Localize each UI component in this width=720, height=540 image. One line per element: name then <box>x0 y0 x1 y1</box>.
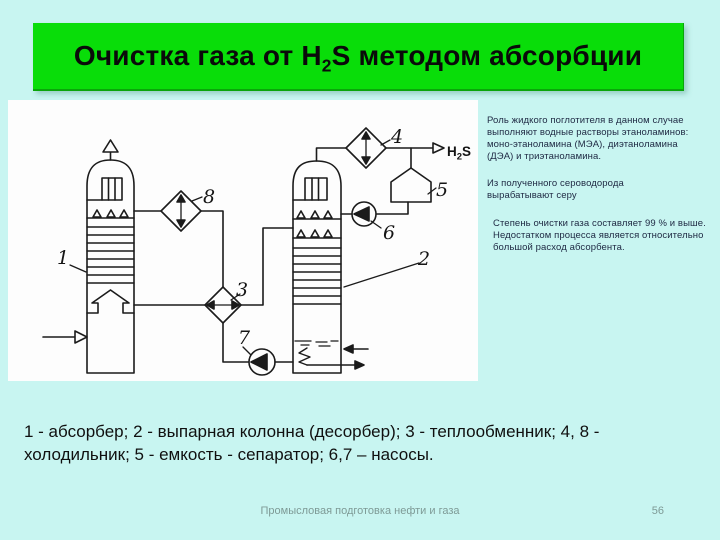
page-title: Очистка газа от $H_2S$ методом абсорбции <box>73 40 643 76</box>
page-number: 56 <box>651 505 664 517</box>
feed-arrowhead-icon <box>75 331 87 343</box>
label-bottom-pump: 7 <box>238 327 251 349</box>
separator-vessel-5 <box>391 168 431 202</box>
label-absorber: 1 <box>57 247 70 269</box>
bottom-pump-7 <box>249 349 275 375</box>
vent-arrow-icon <box>103 140 118 152</box>
note-sulfur-production: Из полученного сероводорода вырабатывают серу <box>487 178 624 201</box>
gas-distributor-arrow-icon <box>87 290 134 313</box>
label-separator: 5 <box>436 179 449 201</box>
h2s-stream-label: $H_2S$ <box>447 144 472 163</box>
desorber-column <box>293 148 368 373</box>
amine-absorption-schematic <box>8 100 478 381</box>
label-overhead-cooler: 4 <box>391 126 404 148</box>
title-subscript: 2 <box>321 55 332 76</box>
reboiler-coil-icon <box>299 348 310 365</box>
label-lean-cooler: 8 <box>203 186 216 208</box>
label-pointers <box>70 140 436 355</box>
h2s-outlet-arrowhead-icon <box>433 143 444 153</box>
diagram-legend-caption: 1 - абсорбер; 2 - выпарная колонна (десорбер); 3 - теплообменник; 4, 8 - холодильник; 5 - емкость - сепаратор; 6,7 – насосы. <box>24 422 600 464</box>
note-absorbent-role: Роль жидкого поглотителя в данном случае выполняют водные растворы этаноламинов: моно-этаноламина (МЭА), диэтаноламина (ДЭА) и триэтаноламина. <box>487 115 689 162</box>
footer-course-title: Промысловая подготовка нефти и газа <box>260 505 460 517</box>
overhead-cooler-4 <box>346 128 386 168</box>
slide-footer <box>0 505 720 525</box>
process-flow-diagram <box>8 100 478 381</box>
liquid-level-dashes <box>295 341 338 346</box>
lean-cooler-8 <box>161 191 201 231</box>
note-purification-degree: Степень очистки газа составляет 99 % и выше. Недостатком процесса является относительно большой расход абсорбента. <box>493 218 706 253</box>
label-desorber: 2 <box>418 248 431 270</box>
slide-title-bar <box>33 23 684 91</box>
label-reflux-pump: 6 <box>383 222 396 244</box>
label-heat-exchanger: 3 <box>236 279 249 301</box>
